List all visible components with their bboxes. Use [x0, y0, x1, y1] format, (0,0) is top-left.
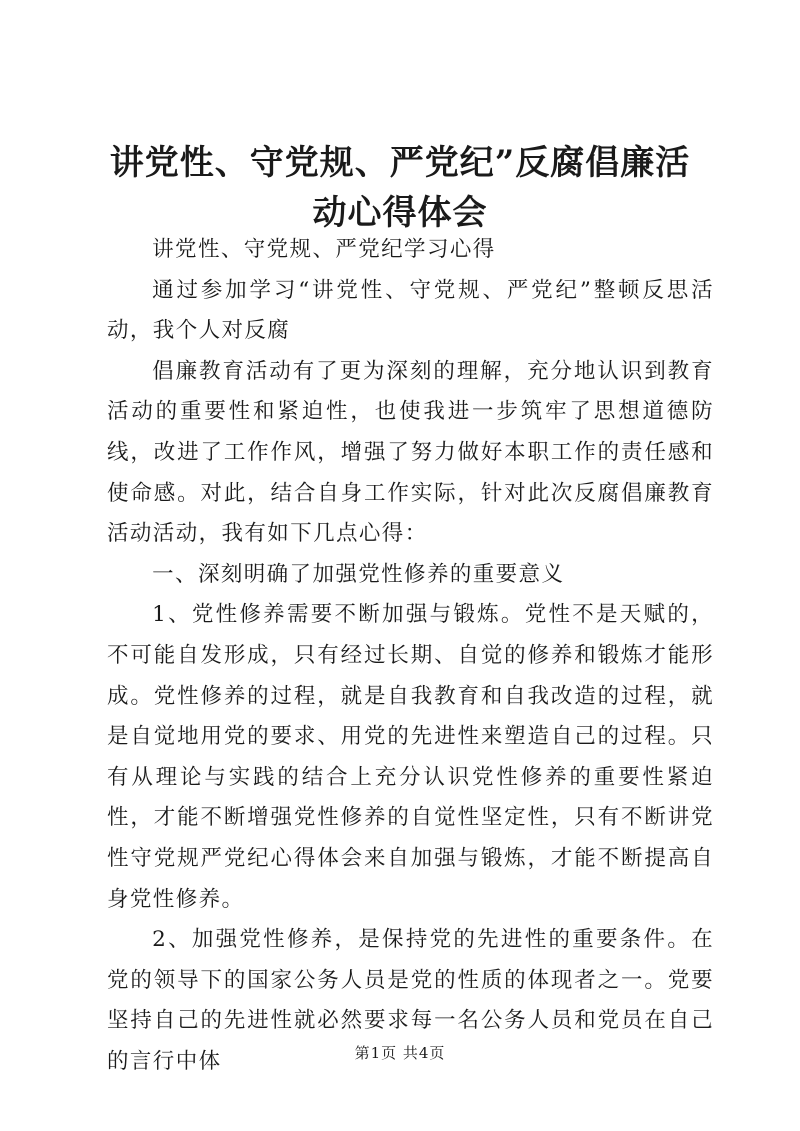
- page-footer: 第1页 共4页: [354, 1044, 446, 1062]
- paragraph-point-1: 1、党性修养需要不断加强与锻炼。党性不是天赋的，不可能自发形成，只有经过长期、自觉的修养和锻炼才能形成。党性修养的过程，就是自我教育和自我改造的过程，就是自觉地用党的要求、用党的先进性来塑造自己的过程。只有从理论与实践的结合上充分认识党性修养的重要性紧迫性，才能不断增强党性修养的自觉性坚定性，只有不断讲党性守党规严党纪心得体会来自加强与锻炼，才能不断提高自身党性修养。: [107, 602, 714, 912]
- document-body: [107, 230, 714, 1082]
- paragraph-subtitle: 讲党性、守党规、严党纪学习心得: [152, 237, 496, 262]
- paragraph-intro: 通过参加学习“讲党性、守党规、严党纪”整顿反思活动，我个人对反腐: [107, 277, 714, 344]
- paragraph-point-2: 2、加强党性修养，是保持党的先进性的重要条件。在党的领导下的国家公务人员是党的性质的体现者之一。党要坚持自己的先进性就必然要求每一名公务人员和党员在自己的言行中体: [107, 927, 714, 1074]
- document-title: 讲党性、守党规、严党纪”反腐倡廉活动心得体会: [109, 143, 691, 233]
- section-heading: 一、深刻明确了加强党性修养的重要意义: [152, 561, 565, 587]
- paragraph-continuation: 倡廉教育活动有了更为深刻的理解，充分地认识到教育活动的重要性和紧迫性，也使我进一步筑牢了思想道德防线，改进了工作作风，增强了努力做好本职工作的责任感和使命感。对此，结合自身工作实际，针对此次反腐倡廉教育活动活动，我有如下几点心得：: [107, 358, 714, 547]
